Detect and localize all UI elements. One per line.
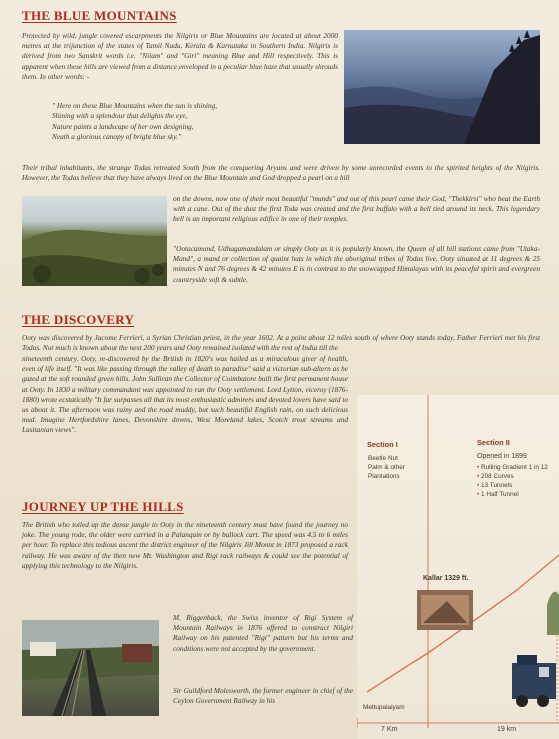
molesworth-paragraph: Sir Guildford Molesworth, the former engineer in chief of the Ceylon Government Railway in his (173, 686, 353, 706)
section-2-title: Section II (477, 438, 510, 447)
journey-heading: JOURNEY UP THE HILLS (22, 499, 184, 514)
riggenback-paragraph: M. Riggenback, the Swiss inventor of Rigi System of Mountain Railways in 1876 offered to construct Nilgiri Railway on his patented "Rigi" pattern but his terms and conditions were not accepted by the government. (173, 613, 353, 653)
section-1-line: Palm & other (368, 464, 405, 471)
section-1-line: Beetle Nut (368, 455, 398, 462)
section-1-line: Plantations (368, 473, 400, 480)
todas-legend-paragraph: on the downs, now one of their most beautiful "munds" and out of this pearl came their God, "Thekkirsi" who beat the Earth with a cane. Out of the dust the first Toda was created and the first buffalo with a bell tied around its neck. This legendary bell is an important religious edifice in one of their temples. (173, 194, 540, 224)
poem-line: Nature paints a landscape of her own designing, (52, 121, 194, 131)
distance-19km: 19 km (497, 726, 517, 733)
hills-photo (22, 196, 167, 286)
poem-line: Shining with a splendour that delights the eye, (52, 111, 188, 121)
section-1-title: Section I (367, 440, 398, 449)
distance-7km: 7 Km (381, 726, 398, 733)
discovery-body: nineteenth century. Ooty, re-discovered by the British in 1820's was hailed as a miraculous giver of health, even of life itself. "It was like passing through the valley of death to paradise" said a victorian sub-altern as he gazed at the soft rounded green hills. John Sullivan the Collector of Coimbatore built the first permanent house at Ooty. In 1830 a military commandant was appointed to run the Ooty settlement. Lord Lytton, viceroy (1876-1880) wrote ecstatically "It far surpasses all that its most enthusiastic admirers and devoted lovers have said to us about it. The afternoon was rainy and the road muddy, but such beautiful English rain, on such delicious mud. Imagine Hertfordshire lanes, Devonshire downs, West Moreland lakes, Scotch trout streams and Lusitanian views". (22, 354, 348, 435)
bullet-text: 208 Curves (481, 473, 514, 480)
blue-mountains-photo (344, 30, 540, 144)
journey-intro: The British who toiled up the dense jungle to Ooty in the nineteenth century must have found the journey no joke. The young rode, the older were carried in a Palanquin or by bullock cart. The speed was 4.5 to 6 miles per hour. To replace this tedious ascent the district engineer of the Nilgiris Jill Monnt in 1873 proposed a rack railway. He was aware of the then new Mt. Washington and Rigi rack railways & could see the potential of applying this technology to the Nilgiris. (22, 520, 348, 570)
bullet-text: 13 Tunnels (481, 482, 513, 489)
discovery-intro: Ooty was discovered by Jacome Ferrieri, a Syrian Christian priest, in the year 1602. At a point about 12 miles south of where Ooty stands today, Father Ferrieri met his first Todas. Not much is known about the next 200 years and Ooty remained isolated with the rest of India till the (22, 333, 540, 353)
bullet-item: • 208 Curves (477, 473, 514, 480)
poem-line: Neath a glorious canopy of bright blue sky." (52, 132, 182, 142)
bullet-item: • 1 Half Tunnel (477, 491, 519, 498)
bullet-item: • 13 Tunnels (477, 482, 513, 489)
bullet-text: 1 Half Tunnel (481, 491, 519, 498)
ooty-paragraph: "Ootacamund, Udhagamandalam or simply Ooty as it is popularly known, the Queen of all hill stations came from "Utaka-Mand", a mand or collection of quaint huts in which the aboriginal tribes of Todas live. Ooty situated at 11 degrees & 25 minutes N and 76 degrees & 42 minutes E is in contrast to the snowcapped Himalayas with its peaceful spirit and evergreen countryside soft & subtle. (173, 244, 540, 284)
bullet-text: Rulling Gradient 1 in 12 (481, 464, 548, 471)
todas-paragraph: Their tribal inhabitants, the strange Todas retreated South from the conquering Aryans and were driven by some unrecorded events to the spirited heights of the Nilgiris. However, the Todas believe that they have always lived on the Blue Mountain and God dropped a pearl on a hill (22, 163, 540, 183)
opened-year: Opened in 1899 (477, 453, 527, 460)
railway-route-diagram (357, 395, 559, 739)
railway-photo (22, 620, 159, 716)
kallar-label: Kallar 1329 ft. (423, 575, 469, 582)
blue-mountains-intro: Protected by wild, jungle covered escarpments the Nilgiris or Blue Mountains are located at about 2000 metres at the trijunction of the states of Tamil Nadu, Kerala & Karnataka in Southern India. Nilgiris is derived from two Sanskrit words i.e. "Nilam" and "Giri" meaning Blue and Hill respectively. This is apparent when these hills are viewed from a distance enveloped in a peculiar blue haze that usually shrouds them. In other words: - (22, 31, 338, 81)
blue-mountains-heading: THE BLUE MOUNTAINS (22, 8, 177, 23)
bullet-item: • Rulling Gradient 1 in 12 (477, 464, 548, 471)
poem-line: " Here on these Blue Mountains when the sun is shining, (52, 101, 218, 110)
mettupalaiyam-label: Mettupalaiyam (363, 704, 405, 711)
poem (52, 101, 332, 143)
discovery-heading: THE DISCOVERY (22, 312, 135, 327)
